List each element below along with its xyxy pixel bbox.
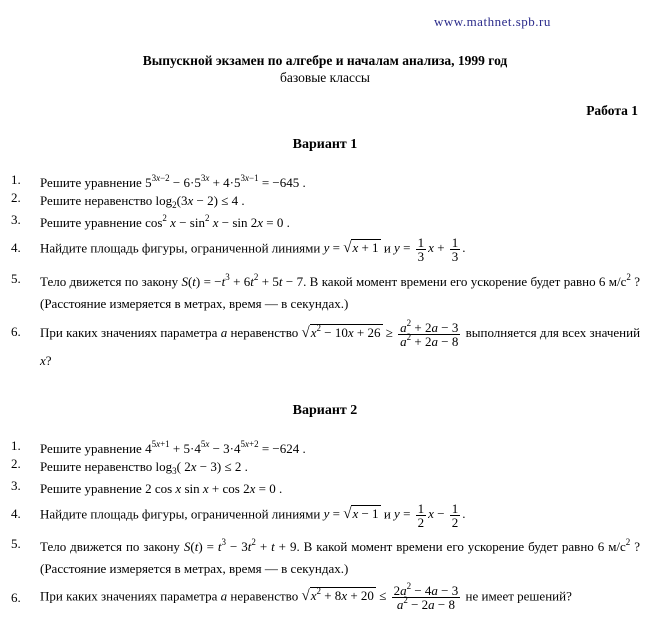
problem-text: Решите неравенство $\log_3$( 2x − 3) ≤ 2 . — [40, 459, 248, 476]
parametric-inequality: $√x^2 + 8x + 20$ ≤ $\frac{2a^2 - 4a - 3}{a^2 - 2a - 8}$ — [301, 581, 459, 612]
problem-number: 3. — [11, 212, 21, 227]
variant-2-heading: Вариант 2 — [292, 403, 358, 418]
equation: $4^{5x+1} + 5\cdot 4^{5x} - 3\cdot 4^{5x+2} = -624$ . — [145, 439, 306, 456]
exam-title: Выпускной экзамен по алгебре и началам анализа, 1999 год — [142, 53, 508, 68]
problem-text: Решите неравенство $\log_2(3x - 2) \le 4$ . — [40, 193, 245, 210]
equation: $\cos^2 x - \sin^2 x - \sin 2x = 0$ . — [145, 213, 290, 230]
problem-number: 1. — [11, 438, 21, 453]
problem-number: 4. — [11, 506, 21, 521]
motion-law: $S(t) = -t^3 + 6t^2 + 5t - 7$ — [181, 272, 304, 289]
problem-text: Найдите площадь фигуры, ограниченной линиями y = √x − 1 и y = $\frac{1}{2}$ x − $\frac{1}{2}$ . — [40, 501, 466, 530]
problem-number: 6. — [11, 590, 21, 605]
inequality: $\log_3$( 2x − 3) ≤ 2 . — [155, 459, 248, 476]
problem-number: 3. — [11, 478, 21, 493]
equation: $5^{3x-2} - 6\cdot 5^{3x} + 4\cdot 5^{3x-1} = -645$ . — [145, 173, 306, 190]
problem-text: При каких значениях параметра a неравенство $√x^2 - 10x + 26$ ≥ $\frac{a^2 + 2a - 3}{a^2 + 2a - 8}$ выполняется для всех значений x? — [40, 317, 641, 368]
equation: 2 cos x sin x + cos 2x = 0 . — [145, 481, 283, 496]
problem-number: 1. — [11, 172, 21, 187]
variant-1-heading: Вариант 1 — [292, 137, 358, 152]
inequality: $\log_2(3x - 2) \le 4$ . — [155, 193, 245, 210]
problem-number: 5. — [11, 271, 21, 286]
problem-text: Найдите площадь фигуры, ограниченной линиями y = √x + 1 и y = $\frac{1}{3}$ x + $\frac{1}{3}$ . — [40, 235, 466, 264]
curve-2: y = $\frac{1}{2}$ x − $\frac{1}{2}$ . — [394, 501, 466, 530]
problem-text: Решите уравнение $\cos^2 x - \sin^2 x - \sin 2x = 0$ . — [40, 213, 290, 230]
problem-text: Тело движется по закону $S(t) = t^3 - 3t^2 + t + 9$. В какой момент времени его ускорение будет равно 6 $м/с^2$ ? (Расстояние измеряется в метрах, время — в секундах.) — [40, 537, 641, 576]
problem-number: 4. — [11, 240, 21, 255]
curve-2: y = $\frac{1}{3}$ x + $\frac{1}{3}$ . — [394, 235, 466, 264]
motion-law: $S(t) = t^3 - 3t^2 + t + 9$ — [183, 537, 297, 554]
problem-number: 2. — [11, 456, 21, 471]
problem-number: 5. — [11, 536, 21, 551]
problem-text: Решите уравнение $4^{5x+1} + 5\cdot 4^{5x} - 3\cdot 4^{5x+2} = -624$ . — [40, 439, 306, 456]
work-label: Работа 1 — [586, 103, 638, 118]
exam-subtitle: базовые классы — [279, 70, 371, 85]
unit: $м/с^2$ — [608, 272, 631, 289]
problem-text: Решите уравнение 2 cos x sin x + cos 2x = 0 . — [40, 481, 283, 496]
problem-text: При каких значениях параметра a неравенство $√x^2 + 8x + 20$ ≤ $\frac{2a^2 - 4a - 3}{a^2 - 2a - 8}$ не имеет решений? — [40, 581, 572, 612]
curve-1: y = √x + 1 — [323, 240, 379, 257]
problem-text: Тело движется по закону $S(t) = -t^3 + 6t^2 + 5t - 7$. В какой момент времени его ускорение будет равно 6 $м/с^2$ ? (Расстояние измеряется в метрах, время — в секундах.) — [40, 272, 641, 311]
unit: $м/с^2$ — [608, 537, 631, 554]
problem-text: Решите уравнение $5^{3x-2} - 6\cdot 5^{3x} + 4\cdot 5^{3x-1} = -645$ . — [40, 173, 306, 190]
curve-1: y = √x − 1 — [323, 506, 379, 523]
problem-number: 2. — [11, 190, 21, 205]
site-url: www.mathnet.spb.ru — [434, 14, 551, 29]
problem-number: 6. — [11, 324, 21, 339]
parametric-inequality: $√x^2 - 10x + 26$ ≥ $\frac{a^2 + 2a - 3}{a^2 + 2a - 8}$ — [301, 317, 459, 349]
